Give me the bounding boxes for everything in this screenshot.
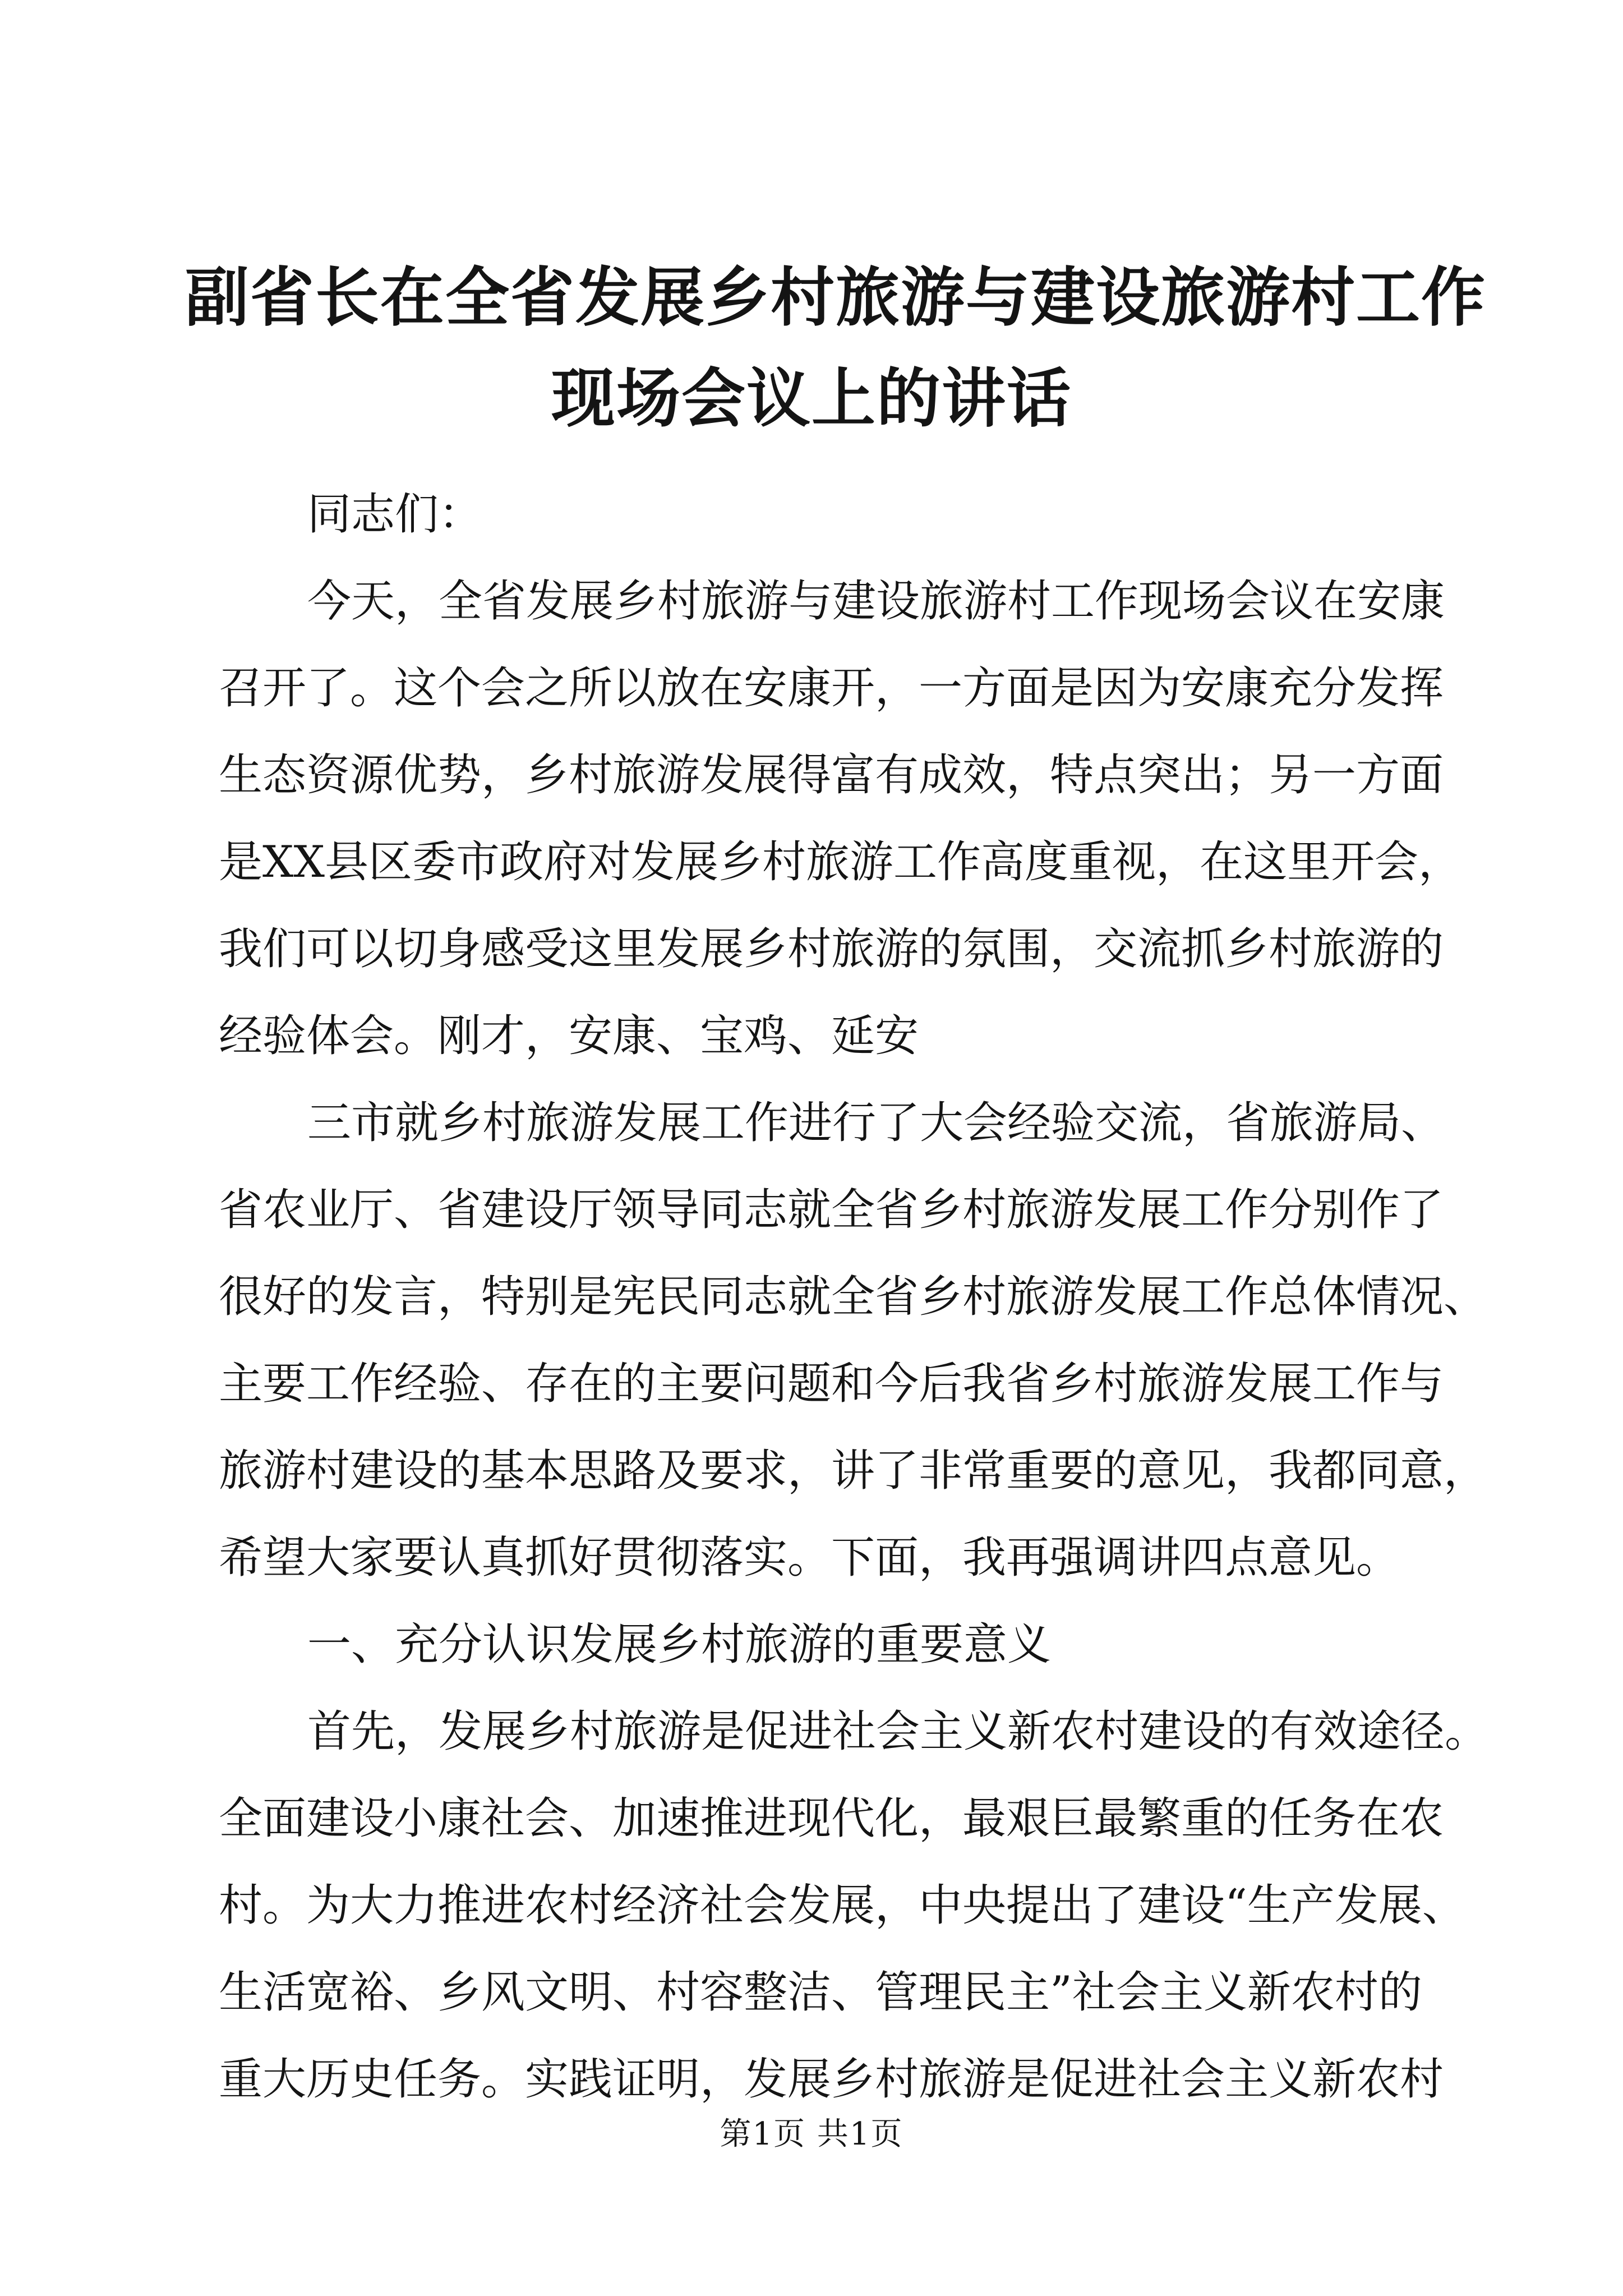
body-text-line: 生活宽裕、乡风文明、村容整洁、管理民主”社会主义新农村的 (219, 1967, 1422, 2018)
document-body (219, 471, 1489, 2123)
body-text-line: 今天，全省发展乡村旅游与建设旅游村工作现场会议在安康 (307, 576, 1445, 627)
body-text-line: 旅游村建设的基本思路及要求，讲了非常重要的意见，我都同意， (219, 1446, 1488, 1496)
body-text-line: 生态资源优势，乡村旅游发展得富有成效，特点突出；另一方面 (219, 750, 1444, 800)
body-text-line: 希望大家要认真抓好贯彻落实。下面，我再强调讲四点意见。 (219, 1533, 1400, 1583)
document-title (185, 247, 1487, 449)
body-text-line: 召开了。这个会之所以放在安康开，一方面是因为安康充分发挥 (219, 663, 1444, 714)
body-text-line: 村。为大力推进农村经济社会发展，中央提出了建设“生产发展、 (219, 1880, 1466, 1931)
body-text-line: 首先，发展乡村旅游是促进社会主义新农村建设的有效途径。 (307, 1706, 1489, 1757)
body-text-line: 全面建设小康社会、加速推进现代化，最艰巨最繁重的任务在农 (219, 1793, 1444, 1844)
body-text-line: 三市就乡村旅游发展工作进行了大会经验交流，省旅游局、 (307, 1098, 1445, 1148)
page-footer: 第1页 共1页 (720, 2116, 903, 2152)
body-text-line: 经验体会。刚才，安康、宝鸡、延安 (219, 1011, 919, 1061)
title-line-1: 副省长在全省发展乡村旅游与建设旅游村工作 (185, 260, 1487, 335)
body-text-line: 主要工作经验、存在的主要问题和今后我省乡村旅游发展工作与 (219, 1359, 1444, 1409)
body-text-line: 是XX县区委市政府对发展乡村旅游工作高度重视，在这里开会， (219, 837, 1463, 887)
body-text-line: 重大历史任务。实践证明，发展乡村旅游是促进社会主义新农村 (219, 2054, 1444, 2105)
body-text-line: 同志们： (307, 489, 483, 540)
body-text-line: 一、充分认识发展乡村旅游的重要意义 (307, 1619, 1052, 1670)
body-text-line: 我们可以切身感受这里发展乡村旅游的氛围，交流抓乡村旅游的 (219, 924, 1444, 974)
body-text-line: 省农业厅、省建设厅领导同志就全省乡村旅游发展工作分别作了 (219, 1185, 1444, 1235)
title-line-2: 现场会议上的讲话 (551, 361, 1072, 436)
body-text-line: 很好的发言，特别是宪民同志就全省乡村旅游发展工作总体情况、 (219, 1272, 1488, 1322)
